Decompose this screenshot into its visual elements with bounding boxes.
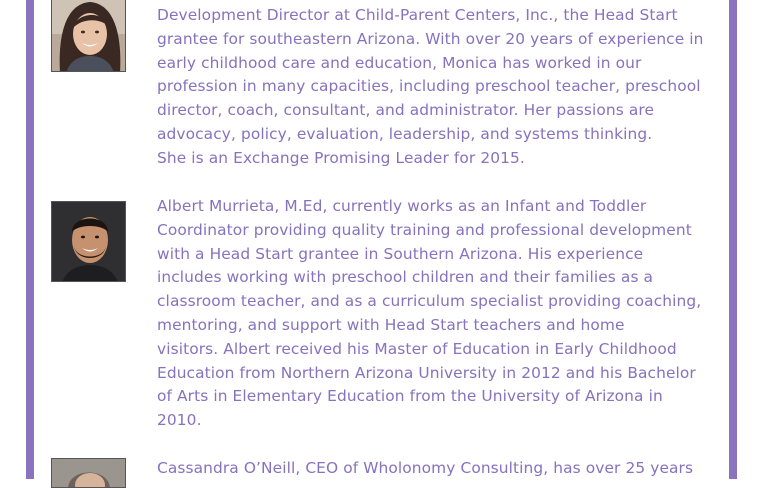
bio-line: director, coach, consultant, and administrator. Her passions are bbox=[157, 101, 655, 120]
bio-line: Coordinator providing quality training and professional development bbox=[157, 220, 692, 239]
man-portrait-icon bbox=[52, 202, 126, 282]
woman-portrait-icon bbox=[52, 0, 126, 72]
bio-line: 2010. bbox=[157, 411, 202, 430]
person-portrait-icon bbox=[52, 459, 126, 488]
bio-line: Albert Murrieta, M.Ed, currently works as an Infant and Toddler bbox=[157, 197, 647, 215]
bio-monica-text bbox=[157, 4, 709, 171]
bio-line: grantee for southeastern Arizona. With over 20 years of experience in bbox=[157, 29, 704, 48]
bio-line: includes working with preschool children and their families as a bbox=[157, 268, 654, 287]
bio-albert-text bbox=[157, 195, 709, 433]
frame-border-right bbox=[729, 0, 737, 479]
bio-line: of Arts in Elementary Education from the University of Arizona in bbox=[157, 387, 663, 406]
bio-line: visitors. Albert received his Master of Education in Early Childhood bbox=[157, 339, 677, 358]
bio-line: Development Director at Child-Parent Centers, Inc., the Head Start bbox=[157, 6, 678, 24]
bio-line: Cassandra O’Neill, CEO of Wholonomy Consulting, has over 25 years bbox=[157, 459, 694, 477]
bio-line: classroom teacher, and as a curriculum specialist providing coaching, bbox=[157, 292, 702, 311]
albert-photo bbox=[51, 201, 126, 282]
bio-line: early childhood care and education, Monica has worked in our bbox=[157, 53, 642, 72]
bio-line: Education from Northern Arizona University in 2012 and his Bachelor bbox=[157, 363, 696, 382]
bio-line: She is an Exchange Promising Leader for 2015. bbox=[157, 148, 525, 167]
cassandra-photo bbox=[51, 458, 126, 488]
bio-line: with a Head Start grantee in Southern Arizona. His experience bbox=[157, 244, 644, 263]
monica-photo bbox=[51, 0, 126, 72]
bio-line: mentoring, and support with Head Start teachers and home bbox=[157, 315, 625, 334]
bio-line: advocacy, policy, evaluation, leadership, and systems thinking. bbox=[157, 124, 653, 143]
bio-line: profession in many capacities, including preschool teacher, preschool bbox=[157, 77, 701, 96]
bio-cassandra-text bbox=[157, 457, 709, 481]
frame-border-left bbox=[26, 0, 34, 479]
